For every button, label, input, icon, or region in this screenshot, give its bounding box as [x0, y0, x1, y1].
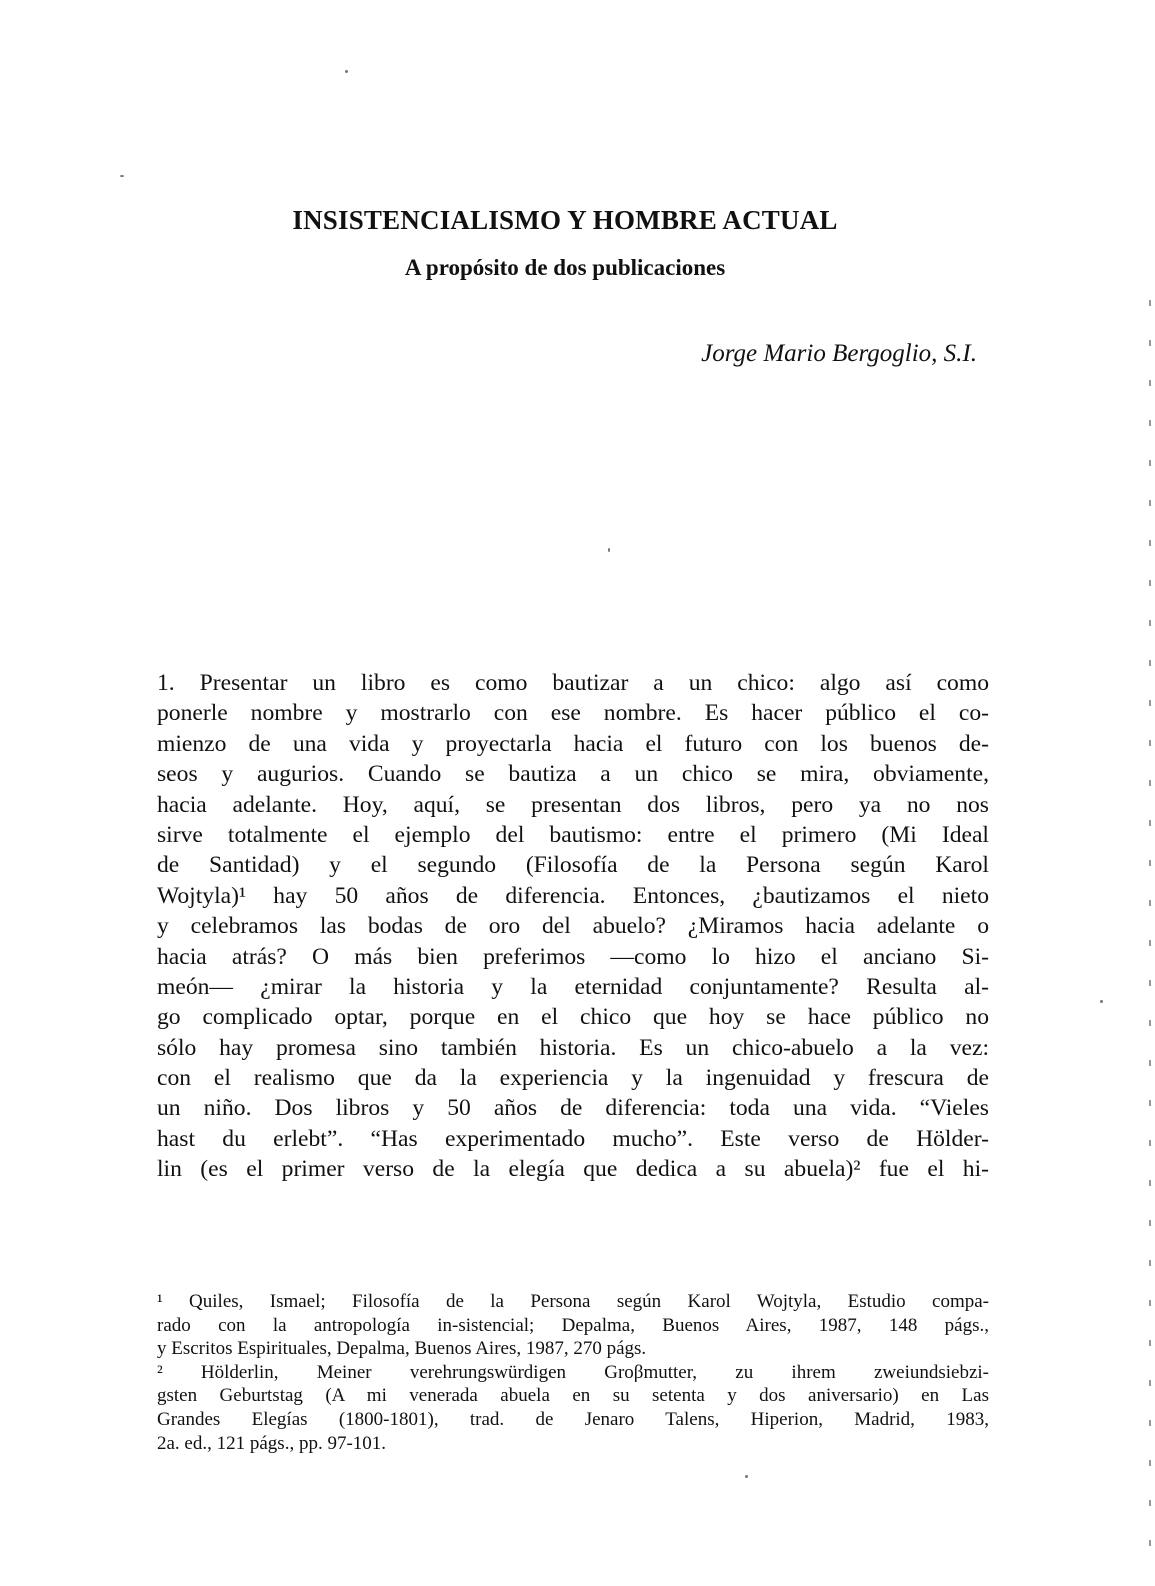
scan-speck: [1100, 1000, 1103, 1003]
body-line: de Santidad) y el segundo (Filosofía de la Persona según Karol: [157, 852, 989, 879]
body-line: mienzo de una vida y proyectarla hacia el futuro con los buenos de-: [157, 730, 989, 757]
scan-speck: [120, 175, 124, 177]
body-line: con el realismo que da la experiencia y la ingenuidad y frescura de: [157, 1065, 989, 1092]
footnote-line: rado con la antropología in-sistencial; Depalma, Buenos Aires, 1987, 148 págs.,: [157, 1314, 989, 1336]
footnote-line: gsten Geburtstag (A mi venerada abuela en su setenta y dos aniversario) en Las: [157, 1385, 989, 1407]
body-line: hacia atrás? O más bien preferimos —como lo hizo el anciano Si-: [157, 943, 989, 970]
footnote-line: ¹ Quiles, Ismael; Filosofía de la Persona según Karol Wojtyla, Estudio compa-: [157, 1291, 989, 1312]
body-line: hacia adelante. Hoy, aquí, se presentan dos libros, pero ya no nos: [157, 791, 989, 818]
scan-speck: [608, 548, 610, 552]
body-line: ponerle nombre y mostrarlo con ese nombre. Es hacer público el co-: [157, 700, 989, 727]
body-line: meón— ¿mirar la historia y la eternidad conjuntamente? Resulta al-: [157, 973, 989, 1000]
body-line: sirve totalmente el ejemplo del bautismo: entre el primero (Mi Ideal: [157, 821, 989, 848]
body-text: [157, 668, 989, 1185]
scan-speck: [745, 1475, 748, 1478]
scan-speck: [345, 70, 348, 73]
body-line: un niño. Dos libros y 50 años de diferencia: toda una vida. “Vieles: [157, 1095, 989, 1122]
author-name: Jorge Mario Bergoglio, S.I.: [701, 340, 977, 367]
footnote-line: 2a. ed., 121 págs., pp. 97-101.: [157, 1432, 387, 1454]
body-line: lin (es el primer verso de la elegía que dedica a su abuela)² fue el hi-: [157, 1156, 989, 1183]
footnotes: [157, 1290, 989, 1455]
footnote-line: ² Hölderlin, Meiner verehrungswürdigen Groβmutter, zu ihrem zweiundsiebzi-: [157, 1361, 989, 1383]
footnote-line: Grandes Elegías (1800-1801), trad. de Jenaro Talens, Hiperion, Madrid, 1983,: [157, 1408, 989, 1430]
page-subtitle: A propósito de dos publicaciones: [404, 255, 726, 280]
body-line: seos y augurios. Cuando se bautiza a un chico se mira, obviamente,: [157, 761, 989, 788]
body-line: Wojtyla)¹ hay 50 años de diferencia. Entonces, ¿bautizamos el nieto: [157, 882, 989, 909]
body-line: go complicado optar, porque en el chico que hoy se hace público no: [157, 1004, 989, 1031]
body-line: y celebramos las bodas de oro del abuelo? ¿Miramos hacia adelante o: [157, 913, 989, 940]
body-line: sólo hay promesa sino también historia. Es un chico-abuelo a la vez:: [157, 1034, 989, 1061]
body-line: hast du erlebt”. “Has experimentado mucho”. Este verso de Hölder-: [157, 1125, 989, 1152]
scan-edge-marks: [1149, 300, 1151, 1580]
body-line: 1. Presentar un libro es como bautizar a un chico: algo así como: [157, 670, 989, 696]
footnote-line: y Escritos Espirituales, Depalma, Buenos Aires, 1987, 270 págs.: [157, 1338, 647, 1360]
page-title: INSISTENCIALISMO Y HOMBRE ACTUAL: [292, 205, 838, 235]
